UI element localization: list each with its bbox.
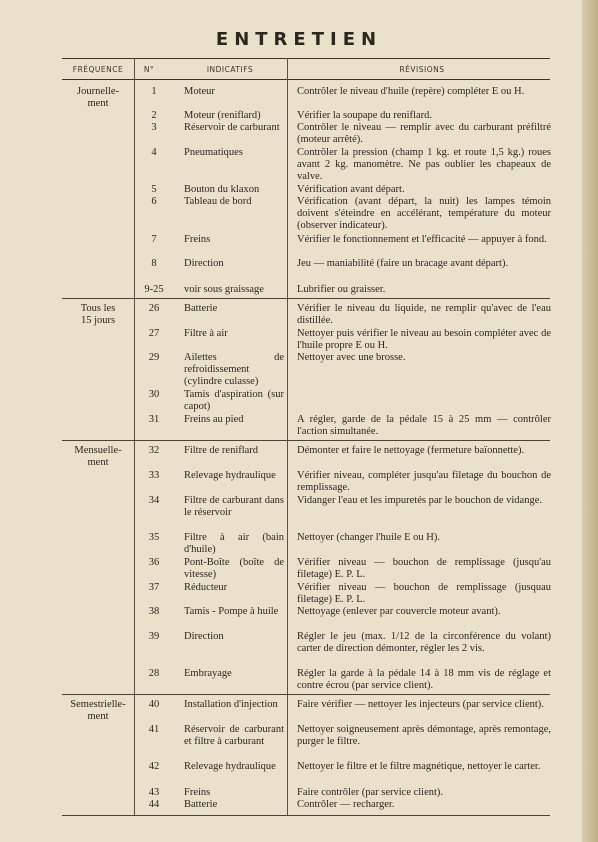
row-indicatif: Batterie	[184, 799, 218, 810]
row-number: 27	[148, 328, 160, 339]
row-revision: Nettoyer le filtre et le filtre magnétique, nettoyer le carter.	[297, 761, 541, 772]
header-frequence: FRÉQUENCE	[72, 65, 124, 74]
row-number: 28	[148, 668, 160, 679]
row-indicatif: Ailettes de refroidissement (cylindre culasse)	[184, 352, 284, 388]
row-number: 29	[148, 352, 160, 363]
row-number: 44	[148, 799, 160, 810]
row-revision: Lubrifier ou graisser.	[297, 284, 386, 295]
row-revision: Vidanger l'eau et les impuretés par le bouchon de vidange.	[297, 495, 543, 506]
row-number: 35	[148, 532, 160, 543]
frequency-label: Semestrielle- ment	[70, 699, 126, 722]
row-revision: Contrôler — recharger.	[297, 799, 395, 810]
row-revision: Contrôler la pression (champ 1 kg. et route 1,5 kg.) roues avant 2 kg. manomètre. Ne pas oublier les chapeaux de valve.	[297, 147, 551, 183]
row-revision: Vérifier niveau — bouchon de remplissage (jusquau filetage) E. P. L.	[297, 582, 551, 606]
row-number: 32	[148, 445, 160, 456]
section-divider	[62, 694, 550, 695]
row-number: 4	[151, 147, 157, 158]
row-number: 30	[148, 389, 160, 400]
row-indicatif: Filtre de reniflard	[184, 445, 259, 456]
row-number: 42	[148, 761, 160, 772]
row-number: 43	[148, 787, 160, 798]
row-number: 38	[148, 606, 160, 617]
row-number: 26	[148, 303, 160, 314]
row-indicatif: Embrayage	[184, 668, 232, 679]
header-indicatifs: INDICATIFS	[206, 65, 254, 74]
row-revision: Régler la garde à la pédale 14 à 18 mm vis de réglage et contre écrou (par service client).	[297, 668, 551, 692]
row-number: 41	[148, 724, 160, 735]
row-revision: Nettoyer avec une brosse.	[297, 352, 406, 363]
row-revision: Régler le jeu (max. 1/12 de la circonférence du volant) carter de direction démonter, régler les 2 vis.	[297, 631, 551, 655]
row-indicatif: Filtre à air (bain d'huile)	[184, 532, 284, 556]
row-revision: Vérifier le fonctionnement et l'efficacité — appuyer à fond.	[297, 234, 547, 245]
row-revision: Nettoyage (enlever par couvercle moteur avant).	[297, 606, 501, 617]
row-number: 37	[148, 582, 160, 593]
row-number: 36	[148, 557, 160, 568]
header-numero: N°	[143, 65, 155, 74]
row-revision: Contrôler le niveau — remplir avec du carburant préfiltré (moteur arrêté).	[297, 122, 551, 146]
table-bottom-rule	[62, 815, 550, 816]
row-revision: A régler, garde de la pédale 15 à 25 mm — contrôler l'action simultanée.	[297, 414, 551, 438]
row-indicatif: Moteur	[184, 86, 215, 97]
row-revision: Jeu — maniabilité (faire un bracage avant départ).	[297, 258, 509, 269]
row-revision: Vérification avant départ.	[297, 184, 405, 195]
row-indicatif: Relevage hydraulique	[184, 761, 276, 772]
row-number: 6	[151, 196, 157, 207]
column-divider	[287, 58, 288, 815]
row-indicatif: Relevage hydraulique	[184, 470, 276, 481]
row-indicatif: Filtre à air	[184, 328, 228, 339]
row-number: 34	[148, 495, 160, 506]
row-number: 40	[148, 699, 160, 710]
row-indicatif: voir sous graissage	[184, 284, 264, 295]
row-revision: Démonter et faire le nettoyage (fermeture baïonnette).	[297, 445, 525, 456]
row-revision: Vérifier le niveau du liquide, ne remplir qu'avec de l'eau distillée.	[297, 303, 551, 327]
row-indicatif: Batterie	[184, 303, 218, 314]
row-indicatif: Direction	[184, 258, 224, 269]
frequency-label: Journelle- ment	[77, 86, 119, 109]
row-number: 2	[151, 110, 157, 121]
row-number: 3	[151, 122, 157, 133]
frequency-label: Tous les 15 jours	[80, 303, 116, 326]
row-indicatif: Freins	[184, 787, 211, 798]
row-indicatif: Tamis d'aspiration (sur capot)	[184, 389, 284, 413]
frequency-label: Mensuelle- ment	[74, 445, 122, 468]
row-revision: Faire vérifier — nettoyer les injecteurs (par service client).	[297, 699, 544, 710]
row-number: 33	[148, 470, 160, 481]
row-indicatif: Filtre de carburant dans le réservoir	[184, 495, 284, 519]
row-number: 39	[148, 631, 160, 642]
table-header	[62, 58, 550, 80]
row-revision: Faire contrôler (par service client).	[297, 787, 444, 798]
row-revision: Vérifier niveau, compléter jusqu'au filetage du bouchon de remplissage.	[297, 470, 551, 494]
row-indicatif: Réservoir de carburant et filtre à carburant	[184, 724, 284, 748]
row-indicatif: Réducteur	[184, 582, 228, 593]
row-number: 5	[151, 184, 157, 195]
row-indicatif: Installation d'injection	[184, 699, 278, 710]
page-title: ENTRETIEN	[215, 29, 383, 50]
section-divider	[62, 440, 550, 441]
row-revision: Vérification (avant départ, la nuit) les lampes témoin doivent s'éteindre en accélérant, température du moteur (observer indicateur).	[297, 196, 551, 232]
row-indicatif: Pont-Boîte (boîte de vitesse)	[184, 557, 284, 581]
row-number: 7	[151, 234, 157, 245]
row-indicatif: Réservoir de carburant	[184, 122, 280, 133]
row-indicatif: Direction	[184, 631, 224, 642]
row-revision: Nettoyer (changer l'huile E ou H).	[297, 532, 441, 543]
row-revision: Vérifier la soupape du reniflard.	[297, 110, 432, 121]
row-number: 9-25	[144, 284, 164, 295]
row-number: 1	[151, 86, 157, 97]
section-divider	[62, 298, 550, 299]
row-indicatif: Bouton du klaxon	[184, 184, 260, 195]
row-indicatif: Freins au pied	[184, 414, 244, 425]
row-indicatif: Tableau de bord	[184, 196, 252, 207]
row-revision: Vérifier niveau — bouchon de remplissage (jusqu'au filetage) E. P. L.	[297, 557, 551, 581]
row-indicatif: Moteur (reniflard)	[184, 110, 261, 121]
header-revisions: RÉVISIONS	[399, 65, 445, 74]
row-number: 8	[151, 258, 157, 269]
row-indicatif: Tamis - Pompe à huile	[184, 606, 279, 617]
row-revision: Nettoyer puis vérifier le niveau au besoin compléter avec de l'huile propre E ou H.	[297, 328, 551, 352]
row-indicatif: Freins	[184, 234, 211, 245]
row-indicatif: Pneumatiques	[184, 147, 243, 158]
row-number: 31	[148, 414, 160, 425]
row-revision: Contrôler le niveau d'huile (repère) compléter E ou H.	[297, 86, 525, 97]
row-revision: Nettoyer soigneusement après démontage, après remontage, purger le filtre.	[297, 724, 551, 748]
